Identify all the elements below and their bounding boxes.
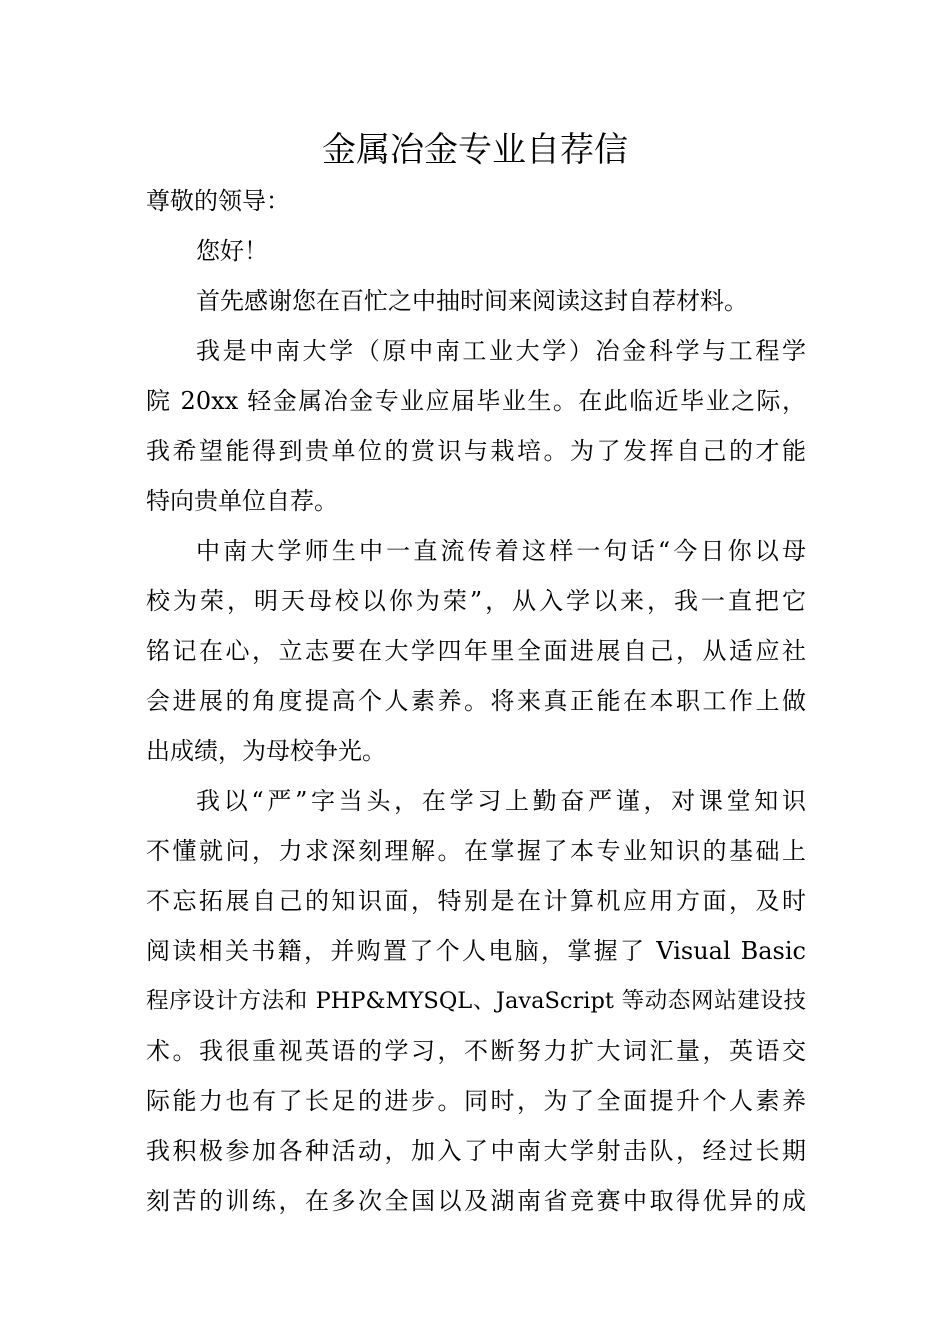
body-line: 程序设计方法和 PHP&MYSQL、JavaScript 等动态网站建设技 (146, 988, 806, 1014)
body-line: 出成绩，为母校争光。 (146, 737, 386, 765)
body-line: 校为荣，明天母校以你为荣”，从入学以来，我一直把它 (146, 587, 806, 615)
body-line: 特向贵单位自荐。 (146, 487, 338, 515)
body-line: 术。我很重视英语的学习，不断努力扩大词汇量，英语交 (146, 1037, 806, 1065)
body-line: 我是中南大学（原中南工业大学）冶金科学与工程学 (196, 337, 806, 365)
body-line: 我以“严”字当头，在学习上勤奋严谨，对课堂知识 (196, 787, 806, 815)
body-line: 不懂就问，力求深刻理解。在掌握了本专业知识的基础上 (146, 837, 806, 865)
greeting: 您好！ (196, 237, 268, 265)
body-line: 我希望能得到贵单位的赏识与栽培。为了发挥自己的才能 (146, 437, 806, 465)
body-line: 不忘拓展自己的知识面，特别是在计算机应用方面，及时 (146, 887, 806, 915)
body-line: 我积极参加各种活动，加入了中南大学射击队，经过长期 (146, 1137, 806, 1165)
document-title: 金属冶金专业自荐信 (322, 130, 628, 170)
body-line: 院 20xx 轻金属冶金专业应届毕业生。在此临近毕业之际， (146, 387, 806, 415)
body-line: 会进展的角度提高个人素养。将来真正能在本职工作上做 (146, 687, 806, 715)
body-line: 首先感谢您在百忙之中抽时间来阅读这封自荐材料。 (196, 287, 748, 315)
salutation: 尊敬的领导： (146, 187, 290, 215)
body-line: 阅读相关书籍，并购置了个人电脑，掌握了 Visual Basic (146, 937, 806, 965)
body-line: 际能力也有了长足的进步。同时，为了全面提升个人素养 (146, 1087, 806, 1115)
body-line: 铭记在心，立志要在大学四年里全面进展自己，从适应社 (146, 637, 806, 665)
body-line: 中南大学师生中一直流传着这样一句话“今日你以母 (196, 537, 806, 565)
body-line: 刻苦的训练，在多次全国以及湖南省竞赛中取得优异的成 (146, 1187, 806, 1215)
